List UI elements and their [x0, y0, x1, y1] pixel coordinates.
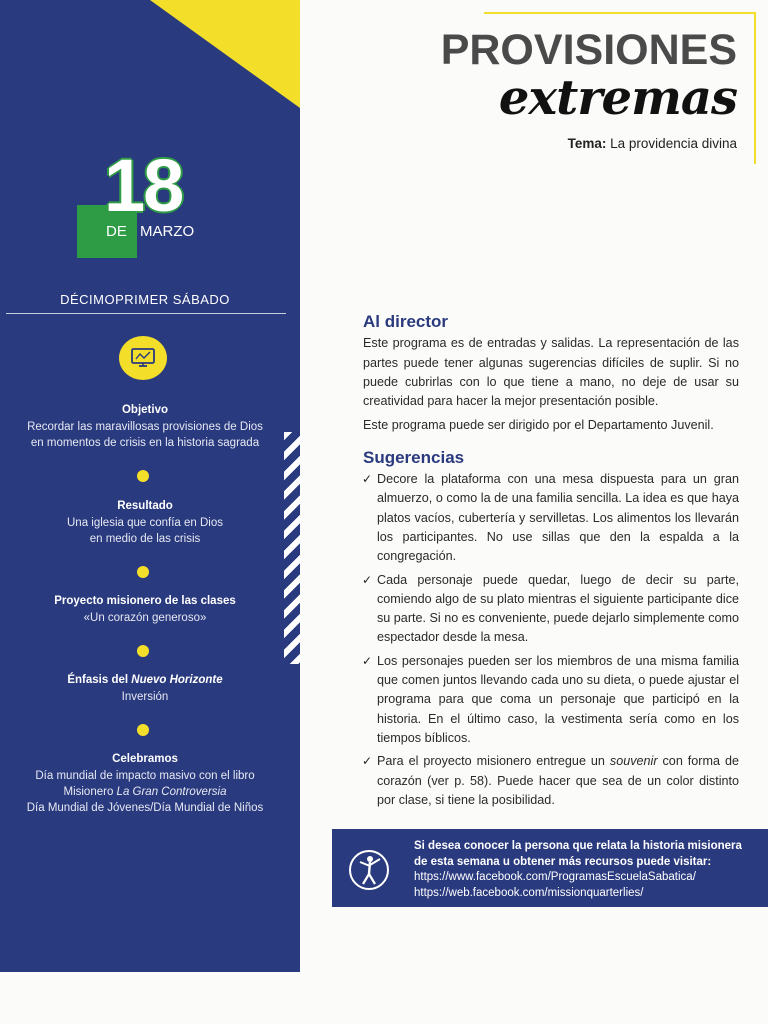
facebook-link-2[interactable]: https://web.facebook.com/missionquarterlies/ [414, 886, 644, 899]
check-icon: ✓ [362, 754, 373, 769]
result-section [0, 498, 290, 547]
yellow-corner-triangle [150, 0, 300, 108]
emphasis-heading-pre: Énfasis del [67, 674, 132, 686]
title-frame-top [484, 12, 756, 14]
project-heading: Proyecto misionero de las clases [54, 595, 236, 607]
resources-intro: Si desea conocer la persona que relata la historia misionera de esta semana u obtener más recursos puede visitar: [414, 840, 742, 868]
section-dot [137, 566, 149, 578]
page-title-line-2: extremas [498, 70, 737, 126]
suggestion-text-italic: souvenir [609, 754, 658, 769]
check-icon: ✓ [362, 572, 373, 587]
sidebar-divider [6, 313, 286, 314]
decorative-stripes [284, 432, 300, 664]
objective-line-2: en momentos de crisis en la historia sagrada [30, 437, 260, 449]
celebrate-line-2-italic: La Gran Controversia [116, 786, 227, 798]
suggestion-text: Decore la plataforma con una mesa dispuesta para un gran almuerzo, o como la de una familia sencilla. La idea es que haya platos vacíos, cubertería y servilletas. Los alimentos los llevarán los participantes. No use sillas que den la espalda a la congregación. [377, 472, 739, 564]
section-dot [137, 724, 149, 736]
emphasis-heading [0, 672, 290, 688]
suggestion-text-pre: Para el proyecto misionero entregue un [377, 754, 610, 769]
suggestions-list [363, 470, 739, 810]
director-paragraph-1: Este programa es de entradas y salidas. La representación de las partes puede tener algunas sugerencias difíciles de suplir. Si no puede cubrirlas con lo que tiene a mano, no deje de usar su creatividad para hacer la mejor presentación posible. [363, 336, 739, 409]
theme-line [568, 136, 737, 151]
suggestion-item [363, 652, 739, 748]
suggestion-item [363, 470, 739, 566]
emphasis-value: Inversión [121, 691, 169, 703]
theme-value: La providencia divina [610, 136, 737, 151]
check-icon: ✓ [362, 472, 373, 487]
suggestions-heading: Sugerencias [363, 447, 465, 467]
resources-text [414, 839, 754, 901]
celebrate-section [0, 751, 290, 816]
date-month-prefix: DE [106, 223, 127, 240]
suggestion-item [363, 752, 739, 810]
title-frame-right [754, 12, 756, 164]
director-paragraph-2: Este programa puede ser dirigido por el Departamento Juvenil. [363, 418, 714, 433]
check-icon: ✓ [362, 653, 373, 668]
objective-heading: Objetivo [121, 404, 168, 416]
suggestion-text: Cada personaje puede quedar, luego de decir su parte, comiendo algo de su plato mientras el siguiente participante dice su parte. Si no es conveniente, puede dejarlo simplemente como espectador desde la mesa. [377, 572, 739, 645]
emphasis-heading-italic: Nuevo Horizonte [131, 674, 223, 686]
project-value: «Un corazón generoso» [83, 612, 207, 624]
sidebar [0, 0, 300, 972]
objective-section [0, 402, 290, 451]
sabbath-label: DÉCIMOPRIMER SÁBADO [60, 292, 230, 307]
theme-label: Tema: [567, 136, 607, 151]
facebook-link-1[interactable]: https://www.facebook.com/ProgramasEscuelaSabatica/ [414, 871, 696, 883]
date-day: 18 [104, 144, 183, 227]
director-heading: Al director [363, 312, 449, 331]
celebrate-line-1: Día mundial de impacto masivo con el libro [35, 770, 255, 782]
celebrate-heading: Celebramos [112, 753, 178, 765]
celebrate-line-2-pre: Misionero [63, 786, 117, 798]
suggestion-item [363, 571, 739, 648]
section-dot [137, 470, 149, 482]
missionary-figure-icon [348, 849, 390, 891]
celebrate-line-3: Día Mundial de Jóvenes/Día Mundial de Niños [26, 802, 264, 814]
celebrate-line-2 [0, 784, 290, 800]
tv-icon [119, 336, 167, 380]
main-content [363, 312, 739, 814]
suggestion-text-post: con forma de corazón (ver p. 58). Puede hacer que sea de un color distinto por clase, si tiene la posibilidad. [377, 754, 739, 807]
result-line-2: en medio de las crisis [89, 533, 201, 545]
result-line-1: Una iglesia que confía en Dios [67, 517, 223, 529]
page-title-line-1: PROVISIONES [440, 26, 737, 74]
date-month: MARZO [140, 223, 195, 240]
resources-box [332, 829, 768, 907]
objective-line-1: Recordar las maravillosas provisiones de Dios [27, 421, 263, 433]
result-heading: Resultado [117, 500, 173, 512]
emphasis-section [0, 672, 290, 705]
section-dot [137, 645, 149, 657]
suggestion-text: Los personajes pueden ser los miembros de una misma familia que comen juntos llevando cada uno su dieta, o puede ajustar el programa para que coma un personaje que participó en la historia. En el último caso, la vestimenta sería como en los tiempos bíblicos. [377, 653, 739, 745]
project-section [0, 593, 290, 626]
